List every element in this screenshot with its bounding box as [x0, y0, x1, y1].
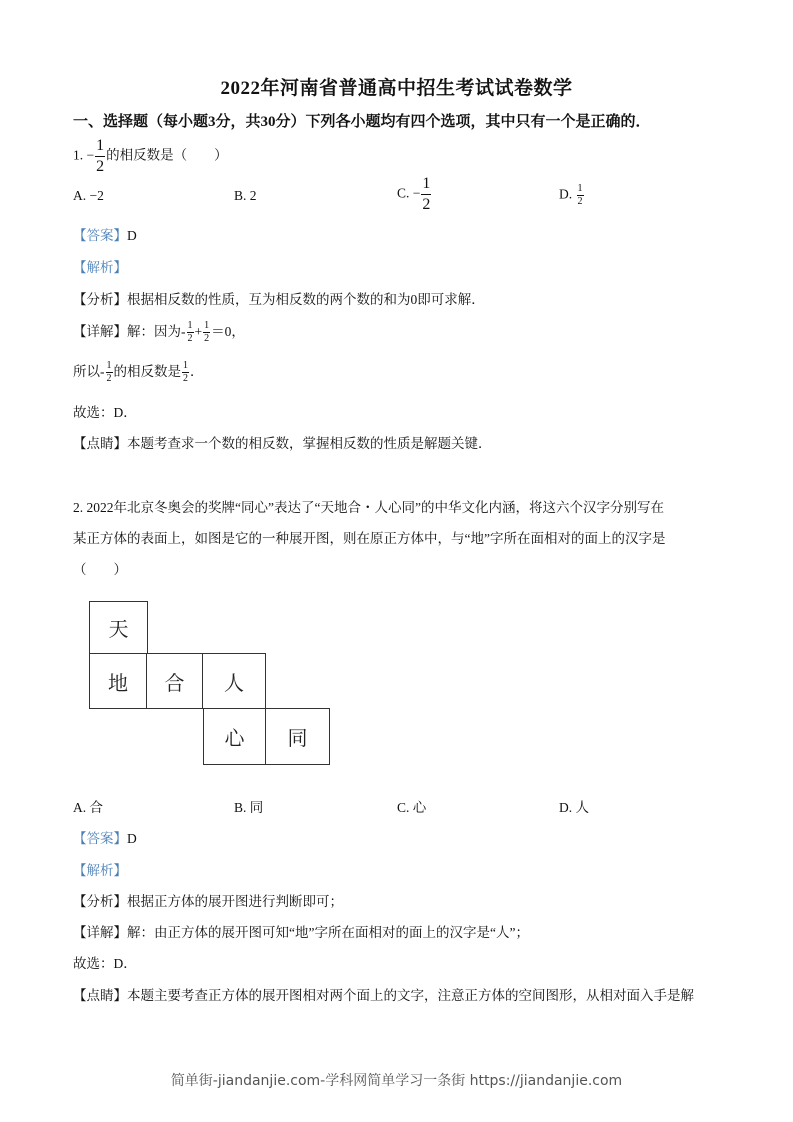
q1-option-a: A. −2: [73, 188, 104, 203]
net-cell-xin: 心: [203, 708, 266, 765]
q2-xiangjie: 【详解】解：由正方体的展开图可知“地”字所在面相对的面上的汉字是“人”；: [73, 925, 529, 940]
q1-option-d: D. $\frac{1}{2}$: [559, 183, 583, 207]
net-cell-tong: 同: [265, 708, 330, 765]
q2-option-a: A. 合: [73, 800, 103, 815]
q1-suoyi: 所以- $\frac{1}{2}$ 的相反数是 $\frac{1}{2}$ ．: [73, 360, 204, 385]
q2-answer: 【答案】D: [73, 831, 137, 846]
q2-option-d: D. 人: [559, 800, 589, 815]
q1-guxuan: 故选：D．: [73, 405, 137, 420]
q1-option-b: B. 2: [234, 188, 257, 203]
net-cell-tian: 天: [89, 601, 148, 654]
net-cell-ren: 人: [202, 653, 266, 709]
net-cell-di: 地: [89, 653, 147, 709]
q2-analysis-label: 【解析】: [73, 863, 127, 878]
q2-stem-line2: 某正方体的表面上，如图是它的一种展开图，则在原正方体中，与“地”字所在面相对的面上的汉字是: [73, 531, 666, 546]
net-cell-he: 合: [146, 653, 203, 709]
q1-answer: 【答案】D: [73, 228, 137, 243]
q2-option-c: C. 心: [397, 800, 427, 815]
q1-xiangjie: 【详解】解：因为- $\frac{1}{2}$ + $\frac{1}{2}$ ＝0，: [73, 320, 245, 345]
q2-stem-line3: （ ）: [73, 562, 127, 577]
section-heading: 一、选择题（每小题3分，共30分）下列各小题均有四个选项，其中只有一个是正确的．: [73, 114, 651, 130]
q1-dianjing: 【点睛】本题考查求一个数的相反数，掌握相反数的性质是解题关键．: [73, 436, 492, 451]
q2-fenxi: 【分析】根据正方体的展开图进行判断即可；: [73, 894, 343, 909]
q1-stem: 1. − $\frac{1}{2}$ 的相反数是（ ）: [73, 137, 228, 175]
q1-number: 1.: [73, 147, 84, 163]
q2-option-b: B. 同: [234, 800, 264, 815]
page-title: 2022年河南省普通高中招生考试试卷数学: [220, 78, 573, 99]
q1-option-c: C. − $\frac{1}{2}$: [397, 175, 431, 213]
fraction: $\frac{1}{2}$: [96, 137, 105, 175]
footer-watermark: 简单街-jiandanjie.com-学科网简单学习一条街 https://jiandanjie.com: [170, 1073, 623, 1089]
q1-analysis-label: 【解析】: [73, 260, 127, 275]
q2-guxuan: 故选：D．: [73, 956, 137, 971]
q2-stem-line1: 2. 2022年北京冬奥会的奖牌“同心”表达了“天地合・人心同”的中华文化内涵，将这六个汉字分别写在: [73, 500, 664, 515]
q2-dianjing: 【点睛】本题主要考查正方体的展开图相对两个面上的文字，注意正方体的空间图形，从相对面入手是解: [73, 988, 694, 1003]
q1-fenxi: 【分析】根据相反数的性质，互为相反数的两个数的和为0即可求解．: [73, 292, 485, 307]
